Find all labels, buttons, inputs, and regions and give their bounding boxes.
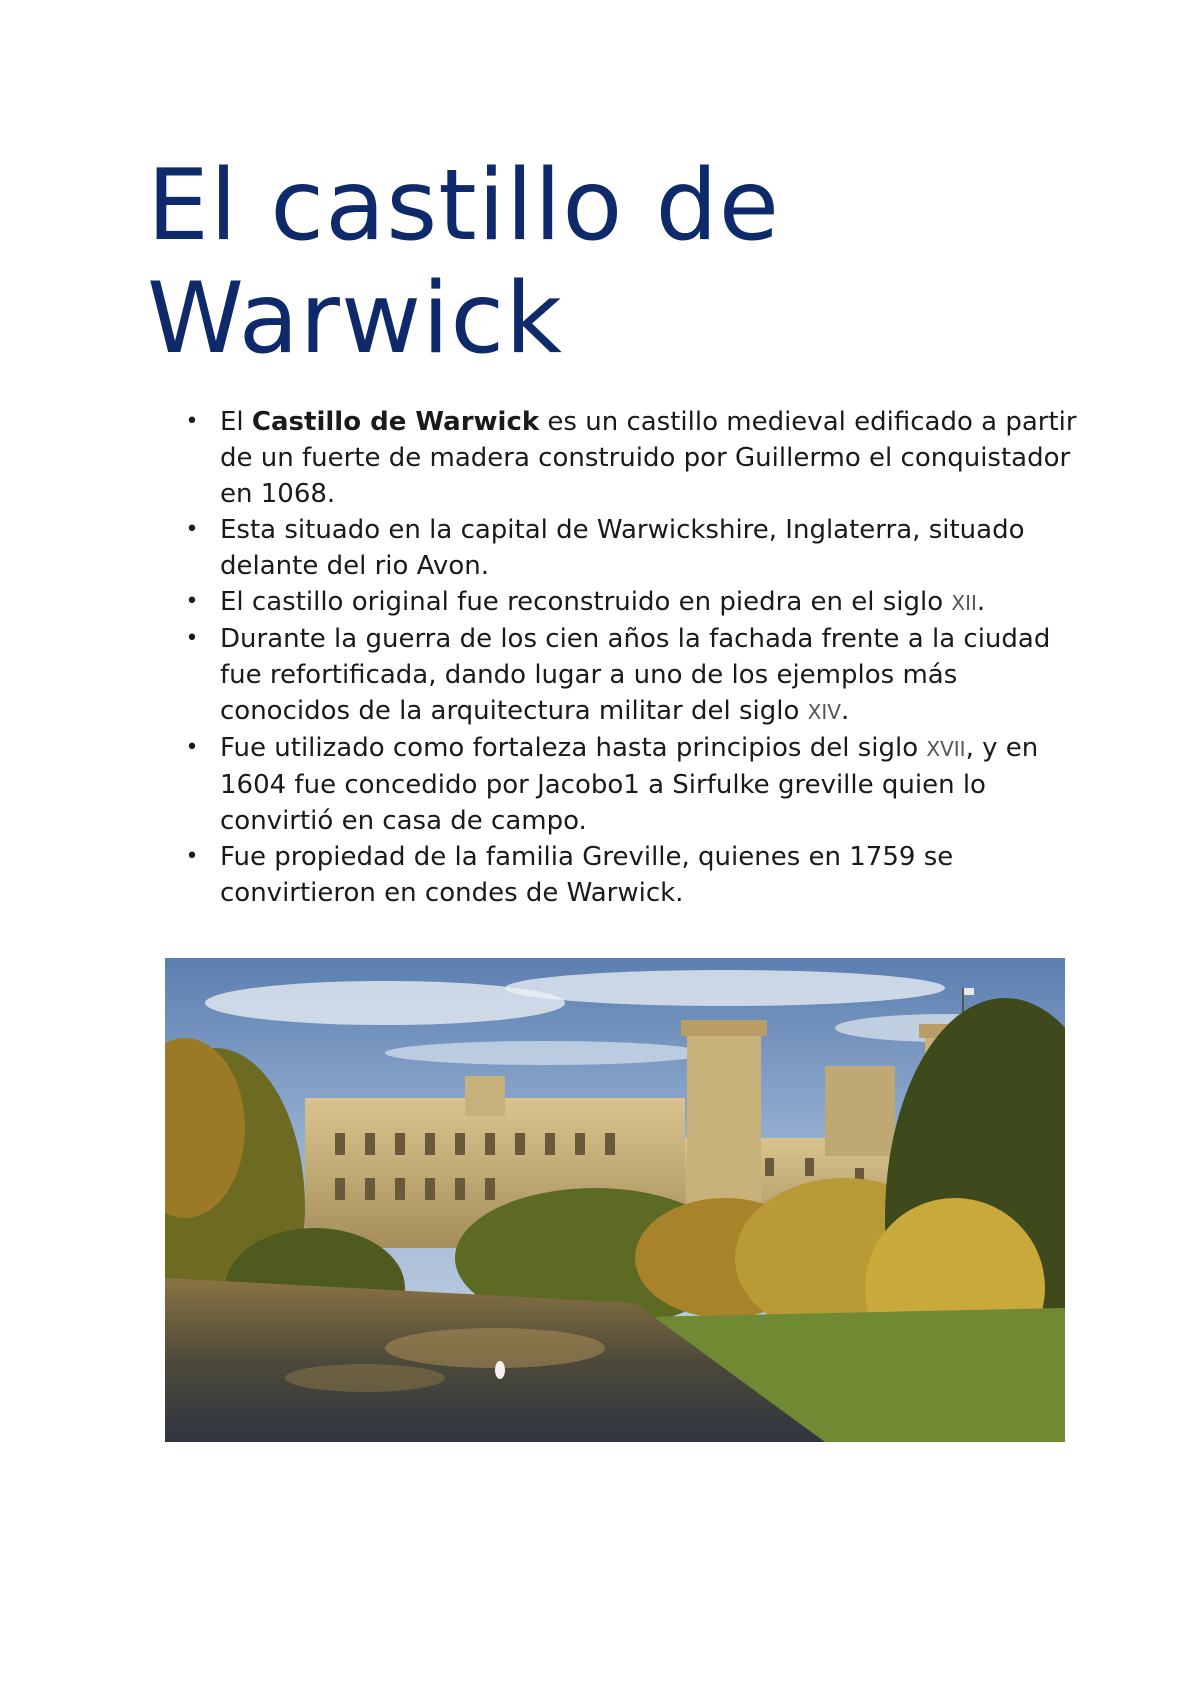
page-title: El castillo de Warwick — [147, 149, 781, 376]
bullet-text: El castillo original fue reconstruido en piedra en el siglo — [220, 587, 952, 617]
bullet-text: . — [976, 587, 986, 617]
bullet-text: XIV — [807, 700, 841, 724]
list-item — [182, 404, 1082, 512]
bullet-text: XII — [951, 591, 977, 615]
bullet-text: Fue utilizado como fortaleza hasta principios del siglo — [220, 733, 927, 763]
bullet-icon: • — [185, 517, 199, 542]
list-item — [182, 512, 1082, 584]
list-item — [182, 621, 1082, 730]
bullet-text: Esta situado en la capital de Warwickshire, Inglaterra, situado delante del rio Avon. — [220, 515, 1025, 581]
list-item — [182, 730, 1082, 839]
bullet-text: El — [220, 407, 252, 437]
bullet-icon: • — [185, 409, 199, 434]
bullet-text: . — [840, 696, 850, 726]
bullet-text: XVII — [926, 737, 966, 761]
bullet-text: Castillo de Warwick — [251, 407, 540, 437]
bullet-icon: • — [185, 626, 199, 651]
list-item — [182, 584, 1082, 621]
bullet-text: es un castillo medieval edificado a partir de un fuerte de madera construido por Guillermo el conquistador en 1068. — [220, 407, 1077, 509]
bullet-text: Durante la guerra de los cien años la fachada frente a la ciudad fue refortificada, dando lugar a uno de los ejemplos más conocidos de la arquitectura militar del siglo — [220, 624, 1051, 726]
bullet-text: , y en 1604 fue concedido por Jacobo1 a Sirfulke greville quien lo convirtió en casa de campo. — [220, 733, 1039, 836]
bullet-text: Fue propiedad de la familia Greville, quienes en 1759 se convirtieron en condes de Warwick. — [220, 842, 954, 908]
bullet-list — [182, 404, 1082, 911]
bullet-icon: • — [185, 735, 199, 760]
castle-photo — [165, 958, 1065, 1442]
list-item — [182, 839, 1082, 911]
bullet-icon: • — [185, 589, 199, 614]
bullet-icon: • — [185, 844, 199, 869]
